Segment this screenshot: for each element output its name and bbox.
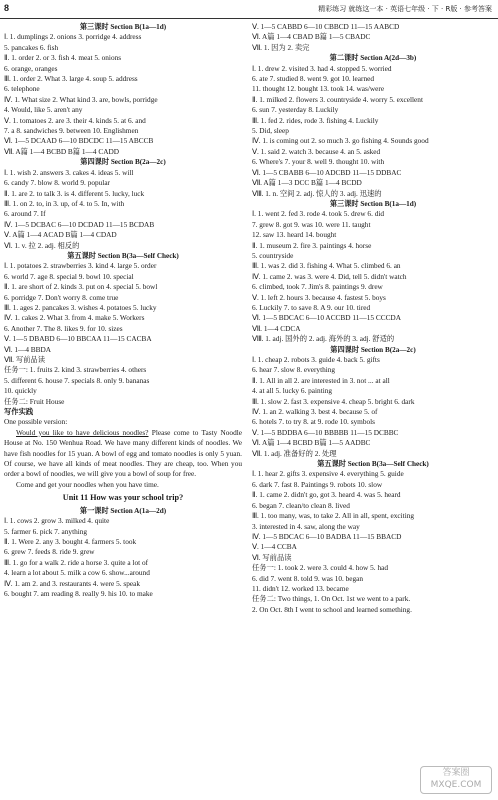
section-heading: 第四课时 Section B(2a—2c) bbox=[330, 345, 416, 354]
page-number: 8 bbox=[4, 3, 10, 13]
answer-line: 6. Luckily 7. to save 8. A 9. our 10. tired bbox=[252, 302, 371, 312]
answer-line: 6. climbed, took 7. Jim's 8. paintings 9. drew bbox=[252, 282, 383, 292]
answer-line: 5. different 6. house 7. specials 8. only 9. bananas bbox=[4, 375, 150, 385]
answer-line: 6. porridge 7. Don't worry 8. come true bbox=[4, 292, 119, 302]
answer-line: 4. at all 5. lucky 6. painting bbox=[252, 386, 333, 396]
answer-line: 6. around 7. If bbox=[4, 209, 46, 219]
page-header bbox=[0, 0, 498, 19]
answer-line: Ⅱ. 1. are short of 2. kinds 3. put on 4. special 5. bowl bbox=[4, 282, 158, 292]
answer-line: Ⅰ. 1. hear 2. gifts 3. expensive 4. everything 5. guide bbox=[252, 469, 404, 479]
answer-line: Ⅶ. A篇 1—3 DCC B篇 1—4 BCDD bbox=[252, 178, 362, 188]
answer-line: 6. hear 7. slow 8. everything bbox=[252, 365, 336, 375]
answer-line: 4. learn a lot about 5. milk a cow 6. show...around bbox=[4, 568, 150, 578]
answer-line: Ⅳ. 1. came 2. was 3. were 4. Did, tell 5. didn't watch bbox=[252, 271, 407, 281]
answer-line: 任务二: Two things, 1. On Oct. 1st we went to a park. bbox=[252, 594, 411, 604]
essay-opening: Would you like to have delicious noodles? bbox=[16, 427, 149, 437]
section-heading: 第五课时 Section B(3a—Self Check) bbox=[317, 460, 429, 469]
answer-line: 6. began 7. clean/to clean 8. lived bbox=[252, 500, 350, 510]
answer-line: Ⅳ. 1—5 BDCAC 6—10 BADBA 11—15 BBACD bbox=[252, 531, 402, 541]
answer-line: 5. pancakes 6. fish bbox=[4, 42, 59, 52]
watermark-text: 答案圈 bbox=[442, 768, 470, 778]
answer-line: Ⅴ. A篇 1—4 ACAD B篇 1—4 CDAD bbox=[4, 230, 117, 240]
answer-line: Ⅵ. 1—5 DCAAD 6—10 BDCDC 11—15 ABCCB bbox=[4, 136, 154, 146]
watermark-logo bbox=[420, 766, 492, 794]
answer-line: Ⅵ. 1—4 BBDA bbox=[4, 344, 52, 354]
answer-line: Ⅴ. 1—5 BDDBA 6—10 BBBBB 11—15 DCBBC bbox=[252, 427, 399, 437]
answer-line: Ⅷ. 1. adj. 国外的 2. adj. 海外的 3. adj. 舒适的 bbox=[252, 334, 395, 344]
answer-line: Ⅴ. 1—4 CCBA bbox=[252, 542, 297, 552]
answer-line: Ⅰ. 1. potatoes 2. strawberries 3. kind 4. large 5. order bbox=[4, 261, 157, 271]
left-column bbox=[4, 22, 242, 599]
section-heading: 第三课时 Section B(1a—1d) bbox=[79, 23, 167, 31]
answer-line: 6. telephone bbox=[4, 84, 40, 94]
answer-line: 10. quickly bbox=[4, 386, 37, 396]
essay-paragraph-2: Come and get your noodles when you have time. bbox=[16, 479, 159, 489]
answer-line: Ⅲ. 1. ages 2. pancakes 3. wishes 4. potatoes 5. lucky bbox=[4, 302, 157, 312]
answer-line: Ⅱ. 1. came 2. didn't go, got 3. heard 4. was 5. heard bbox=[252, 490, 401, 500]
answer-line: Ⅰ. 1. cheap 2. robots 3. guide 4. back 5. gifts bbox=[252, 355, 380, 364]
answer-line: Ⅳ. 1. is coming out 2. so much 3. go fishing 4. Sounds good bbox=[252, 136, 429, 146]
answer-line: Ⅲ. 1. too many, was, to take 2. All in all, spent, exciting bbox=[252, 511, 415, 521]
header-title: 精彩练习 就练这一本 · 英语七年级 · 下 · R版 · 参考答案 bbox=[318, 5, 492, 13]
answer-line: 6. orange, oranges bbox=[4, 63, 58, 73]
section-heading: 第二课时 Section A(2d—3b) bbox=[329, 54, 417, 63]
answer-line: One possible version: bbox=[4, 417, 68, 427]
answer-line: Ⅵ. 写前品读 bbox=[252, 552, 292, 562]
answer-line: Ⅲ. 1. on 2. to, in 3. up, of 4. to 5. In, with bbox=[4, 198, 125, 208]
answer-line: Ⅶ. A篇 1—4 BCBD B篇 1—4 CADD bbox=[4, 146, 120, 156]
answer-line: Ⅱ. 1. are 2. to talk 3. is 4. different 5. lucky, luck bbox=[4, 188, 145, 198]
answer-line: 6. world 7. age 8. special 9. bowl 10. special bbox=[4, 271, 134, 281]
answer-line: Ⅰ. 1. cows 2. grow 3. milked 4. quite bbox=[4, 516, 110, 526]
answer-line: Ⅶ. 1. adj. 准备好的 2. 处理 bbox=[252, 448, 337, 458]
right-column bbox=[252, 22, 494, 615]
answer-line: 6. candy 7. blow 8. world 9. popular bbox=[4, 178, 110, 188]
answer-line: 5. Did, sleep bbox=[252, 126, 289, 136]
answer-line: Ⅱ. 1. Were 2. any 3. bought 4. farmers 5. took bbox=[4, 536, 137, 546]
answer-line: 11. didn't 12. worked 13. became bbox=[252, 583, 349, 593]
answer-line: Ⅶ. 写前品读 bbox=[4, 355, 46, 364]
answer-line: Ⅵ. 1—5 CBABB 6—10 ADCBD 11—15 DDBAC bbox=[252, 167, 402, 177]
answer-line: 6. dark 7. fast 8. Paintings 9. robots 10. slow bbox=[252, 479, 383, 489]
answer-line: 4. Would, like 5. aren't any bbox=[4, 105, 83, 115]
section-heading: 第三课时 Section B(1a—1d) bbox=[329, 199, 417, 208]
section-heading: 第一课时 Section A(1a—2d) bbox=[79, 506, 167, 515]
answer-line: 5. farmer 6. pick 7. anything bbox=[4, 526, 88, 536]
unit-title: Unit 11 How was your school trip? bbox=[62, 493, 184, 503]
essay-body: Please come to Tasty Noodle House at No. 150 Wenhua Road. We have many different kinds of noodles. We have fish noodles for 15 yuan. A bowl of egg and tomato noodles is only 5 yuan. Of course, we have all kinds of meat noodles. They are cheap, too. When you order a bowl of noodles, we will give you a bowl of soup for free. bbox=[4, 427, 242, 479]
section-heading: 第四课时 Section B(2a—2c) bbox=[80, 158, 166, 167]
answer-line: Ⅴ. 1. tomatoes 2. are 3. their 4. kinds 5. at 6. and bbox=[4, 115, 146, 125]
answer-line: 2. On Oct. 8th I went to school and learned something. bbox=[252, 604, 412, 614]
answer-line: Ⅷ. 1. n. 空间 2. adj. 惊人的 3. adj. 迅速的 bbox=[252, 188, 382, 198]
answer-line: Ⅰ. 1. went 2. fed 3. rode 4. took 5. drew 6. did bbox=[252, 209, 385, 219]
answer-line: Ⅴ. 1—5 CABBD 6—10 CBBCD 11—15 AABCD bbox=[252, 22, 400, 31]
answer-line: 6. Where's 7. your 8. well 9. thought 10. with bbox=[252, 157, 385, 167]
answer-line: 6. hotels 7. to try 8. at 9. rode 10. symbols bbox=[252, 417, 376, 427]
answer-line: Ⅲ. 1. fed 2. rides, rode 3. fishing 4. Luckily bbox=[252, 115, 379, 125]
answer-line: Ⅵ. A篇 1—4 BCBD B篇 1—5 AADBC bbox=[252, 438, 371, 448]
answer-line: 3. interested in 4. saw, along the way bbox=[252, 521, 360, 531]
answer-line: Ⅴ. 1. said 2. watch 3. because 4. an 5. asked bbox=[252, 146, 381, 156]
answer-line: 任务一: 1. took 2. were 3. could 4. how 5. had bbox=[252, 563, 388, 573]
answer-line: Ⅱ. 1. All in all 2. are interested in 3. not ... at all bbox=[252, 375, 390, 385]
answer-line: 任务二: Fruit House bbox=[4, 396, 65, 406]
answer-line: Ⅶ. 1—4 CDCA bbox=[252, 323, 301, 333]
answer-line: Ⅰ. 1. wish 2. answers 3. cakes 4. ideas 5. will bbox=[4, 167, 134, 177]
answer-line: 12. saw 13. heard 14. bought bbox=[252, 230, 337, 240]
answer-line: Ⅱ. 1. milked 2. flowers 3. countryside 4. worry 5. excellent bbox=[252, 94, 423, 104]
answer-line: Ⅲ. 1. slow 2. fast 3. expensive 4. cheap 5. bright 6. dark bbox=[252, 396, 415, 406]
section-heading: 第五课时 Section B(3a—Self Check) bbox=[67, 251, 179, 260]
answer-line: Ⅳ. 1—5 DCBAC 6—10 DCDAD 11—15 BCDAB bbox=[4, 219, 155, 229]
answer-line: 7. grew 8. got 9. was 10. were 11. taught bbox=[252, 219, 371, 229]
answer-line: 6. grew 7. feeds 8. ride 9. grew bbox=[4, 547, 95, 557]
answer-line: Ⅴ. 1—5 DBABD 6—10 BBCAA 11—15 CACBA bbox=[4, 334, 152, 344]
answer-line: Ⅳ. 1. am 2. and 3. restaurants 4. were 5. speak bbox=[4, 578, 141, 588]
answer-line: Ⅲ. 1. was 2. did 3. fishing 4. What 5. climbed 6. an bbox=[252, 261, 401, 271]
answer-line: Ⅰ. 1. dumplings 2. onions 3. porridge 4. address bbox=[4, 32, 142, 42]
answer-line: Ⅰ. 1. drew 2. visited 3. had 4. stopped 5. worried bbox=[252, 63, 392, 73]
answer-line: 6. ate 7. studied 8. went 9. got 10. learned bbox=[252, 74, 374, 84]
answer-line: 6. did 7. went 8. told 9. was 10. began bbox=[252, 573, 364, 583]
answer-line: Ⅴ. 1. left 2. hours 3. because 4. fastest 5. boys bbox=[252, 292, 386, 302]
answer-line: 5. countryside bbox=[252, 250, 294, 260]
answer-line: 6. Another 7. The 8. likes 9. for 10. sizes bbox=[4, 323, 123, 333]
answer-line: Ⅳ. 1. What size 2. What kind 3. are, bowls, porridge bbox=[4, 94, 158, 104]
answer-line: Ⅳ. 1. an 2. walking 3. best 4. because 5. of bbox=[252, 407, 378, 417]
answer-line: 11. thought 12. bought 13. took 14. was/were bbox=[252, 84, 385, 94]
answer-line: 6. sun 7. yesterday 8. Luckily bbox=[252, 105, 339, 115]
answer-line: Ⅱ. 1. order 2. or 3. fish 4. meat 5. onions bbox=[4, 53, 122, 63]
answer-line: Ⅵ. 1—5 BDCAC 6—10 ACCBD 11—15 CCCDA bbox=[252, 313, 401, 323]
answer-line: 任务一: 1. fruits 2. kind 3. strawberries 4. others bbox=[4, 365, 147, 375]
answer-line: 6. bought 7. am reading 8. really 9. his 10. to make bbox=[4, 588, 153, 598]
watermark-url: MXQE.COM bbox=[430, 780, 482, 790]
answer-line: Ⅳ. 1. cakes 2. What 3. from 4. make 5. Workers bbox=[4, 313, 145, 323]
answer-line: 写作实践 bbox=[4, 407, 34, 417]
answer-line: Ⅶ. 1. 因为 2. 卖完 bbox=[252, 42, 310, 52]
answer-line: Ⅲ. 1. order 2. What 3. large 4. soup 5. address bbox=[4, 74, 138, 84]
answer-line: Ⅵ. 1. v. 拉 2. adj. 相反的 bbox=[4, 240, 80, 250]
answer-line: Ⅲ. 1. go for a walk 2. ride a horse 3. quite a lot of bbox=[4, 557, 149, 567]
answer-line: Ⅱ. 1. museum 2. fire 3. paintings 4. horse bbox=[252, 240, 372, 250]
answer-line: 7. a 8. sandwiches 9. between 10. Englishmen bbox=[4, 126, 139, 136]
essay-paragraph-1 bbox=[4, 428, 242, 480]
answer-line: Ⅵ. A篇 1—4 CBAD B篇 1—5 CBADC bbox=[252, 32, 371, 42]
